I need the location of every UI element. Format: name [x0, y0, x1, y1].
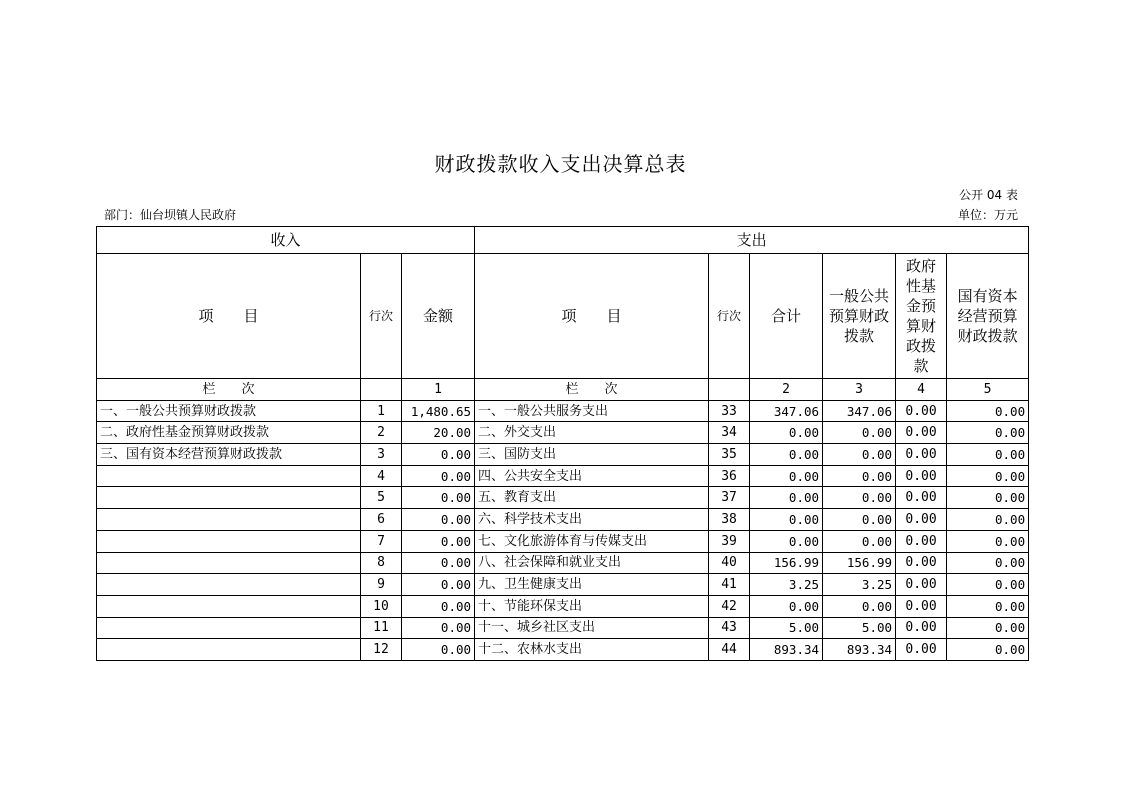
column-index-blank-2	[709, 379, 750, 401]
header-total: 合计	[750, 254, 823, 379]
column-header-row	[97, 254, 1029, 379]
income-item-cell	[97, 617, 361, 639]
expense-state-cell: 0.00	[947, 400, 1029, 422]
table-row	[97, 617, 1029, 639]
expense-total-cell: 0.00	[750, 595, 823, 617]
column-index-row	[97, 379, 1029, 401]
header-expense-item: 项 目	[475, 254, 709, 379]
section-header-row	[97, 227, 1029, 254]
expense-fund-cell: 0.00	[896, 465, 947, 487]
income-item-cell	[97, 552, 361, 574]
expense-item-cell: 十、节能环保支出	[475, 595, 709, 617]
expense-item-cell: 二、外交支出	[475, 422, 709, 444]
expense-state-cell: 0.00	[947, 574, 1029, 596]
expense-general-cell: 0.00	[823, 465, 896, 487]
income-row-no-cell: 12	[361, 639, 402, 661]
income-item-cell: 三、国有资本经营预算财政拨款	[97, 444, 361, 466]
income-amount-cell: 0.00	[402, 530, 475, 552]
expense-total-cell: 0.00	[750, 422, 823, 444]
income-row-no-cell: 5	[361, 487, 402, 509]
header-state-capital: 国有资本经营预算财政拨款	[947, 254, 1029, 379]
expense-state-cell: 0.00	[947, 639, 1029, 661]
expense-total-cell: 156.99	[750, 552, 823, 574]
expense-row-no-cell: 41	[709, 574, 750, 596]
table-row	[97, 639, 1029, 661]
expense-state-cell: 0.00	[947, 465, 1029, 487]
column-index-label: 栏 次	[97, 379, 361, 401]
budget-table	[96, 226, 1029, 661]
expense-general-cell: 0.00	[823, 595, 896, 617]
expense-row-no-cell: 33	[709, 400, 750, 422]
expense-row-no-cell: 43	[709, 617, 750, 639]
income-row-no-cell: 3	[361, 444, 402, 466]
expense-item-cell: 六、科学技术支出	[475, 509, 709, 531]
income-row-no-cell: 2	[361, 422, 402, 444]
expense-state-cell: 0.00	[947, 530, 1029, 552]
table-row	[97, 444, 1029, 466]
income-item-cell	[97, 574, 361, 596]
income-item-cell	[97, 595, 361, 617]
income-item-cell	[97, 509, 361, 531]
income-row-no-cell: 1	[361, 400, 402, 422]
expense-total-cell: 893.34	[750, 639, 823, 661]
expense-general-cell: 5.00	[823, 617, 896, 639]
expense-state-cell: 0.00	[947, 509, 1029, 531]
column-index-4: 4	[896, 379, 947, 401]
income-amount-cell: 0.00	[402, 487, 475, 509]
expense-general-cell: 3.25	[823, 574, 896, 596]
expense-item-cell: 七、文化旅游体育与传媒支出	[475, 530, 709, 552]
expense-state-cell: 0.00	[947, 422, 1029, 444]
expense-row-no-cell: 36	[709, 465, 750, 487]
column-index-label-2: 栏 次	[475, 379, 709, 401]
income-item-cell: 二、政府性基金预算财政拨款	[97, 422, 361, 444]
expense-item-cell: 八、社会保障和就业支出	[475, 552, 709, 574]
expense-state-cell: 0.00	[947, 444, 1029, 466]
expense-general-cell: 156.99	[823, 552, 896, 574]
expense-item-cell: 一、一般公共服务支出	[475, 400, 709, 422]
expense-row-no-cell: 37	[709, 487, 750, 509]
expense-fund-cell: 0.00	[896, 400, 947, 422]
expense-state-cell: 0.00	[947, 617, 1029, 639]
expense-fund-cell: 0.00	[896, 639, 947, 661]
unit-label: 单位：万元	[957, 208, 1018, 222]
expense-general-cell: 0.00	[823, 487, 896, 509]
income-item-cell	[97, 530, 361, 552]
expense-total-cell: 3.25	[750, 574, 823, 596]
expense-item-cell: 四、公共安全支出	[475, 465, 709, 487]
expense-fund-cell: 0.00	[896, 487, 947, 509]
table-row	[97, 595, 1029, 617]
income-amount-cell: 0.00	[402, 595, 475, 617]
income-row-no-cell: 9	[361, 574, 402, 596]
expense-item-cell: 五、教育支出	[475, 487, 709, 509]
expense-fund-cell: 0.00	[896, 422, 947, 444]
department-label: 部门：仙台坝镇人民政府	[104, 208, 237, 222]
column-index-blank	[361, 379, 402, 401]
expense-fund-cell: 0.00	[896, 574, 947, 596]
expense-state-cell: 0.00	[947, 487, 1029, 509]
income-item-cell: 一、一般公共预算财政拨款	[97, 400, 361, 422]
income-row-no-cell: 6	[361, 509, 402, 531]
income-row-no-cell: 11	[361, 617, 402, 639]
income-row-no-cell: 4	[361, 465, 402, 487]
page-title: 财政拨款收入支出决算总表	[434, 152, 687, 176]
expense-row-no-cell: 35	[709, 444, 750, 466]
expense-general-cell: 0.00	[823, 422, 896, 444]
expense-fund-cell: 0.00	[896, 444, 947, 466]
income-amount-cell: 0.00	[402, 444, 475, 466]
table-row	[97, 509, 1029, 531]
expense-general-cell: 347.06	[823, 400, 896, 422]
header-expense-row-no: 行次	[709, 254, 750, 379]
expense-fund-cell: 0.00	[896, 552, 947, 574]
income-amount-cell: 0.00	[402, 465, 475, 487]
expense-general-cell: 0.00	[823, 530, 896, 552]
table-row	[97, 487, 1029, 509]
header-fund-budget: 政府性基金预算财政拨款	[896, 254, 947, 379]
expense-state-cell: 0.00	[947, 595, 1029, 617]
table-row	[97, 465, 1029, 487]
header-income-amount: 金额	[402, 254, 475, 379]
expense-fund-cell: 0.00	[896, 530, 947, 552]
expense-total-cell: 0.00	[750, 444, 823, 466]
header-income-item: 项 目	[97, 254, 361, 379]
expense-section-header: 支出	[475, 227, 1029, 254]
expense-row-no-cell: 39	[709, 530, 750, 552]
column-index-1: 1	[402, 379, 475, 401]
table-row	[97, 422, 1029, 444]
income-amount-cell: 0.00	[402, 509, 475, 531]
expense-row-no-cell: 42	[709, 595, 750, 617]
expense-row-no-cell: 40	[709, 552, 750, 574]
income-amount-cell: 1,480.65	[402, 400, 475, 422]
table-row	[97, 400, 1029, 422]
income-item-cell	[97, 487, 361, 509]
income-row-no-cell: 8	[361, 552, 402, 574]
income-amount-cell: 0.00	[402, 552, 475, 574]
expense-item-cell: 十二、农林水支出	[475, 639, 709, 661]
expense-general-cell: 893.34	[823, 639, 896, 661]
expense-total-cell: 0.00	[750, 509, 823, 531]
expense-total-cell: 0.00	[750, 530, 823, 552]
income-section-header: 收入	[97, 227, 475, 254]
income-amount-cell: 0.00	[402, 639, 475, 661]
expense-state-cell: 0.00	[947, 552, 1029, 574]
expense-general-cell: 0.00	[823, 509, 896, 531]
expense-total-cell: 0.00	[750, 465, 823, 487]
column-index-5: 5	[947, 379, 1029, 401]
income-item-cell	[97, 465, 361, 487]
expense-total-cell: 0.00	[750, 487, 823, 509]
expense-item-cell: 三、国防支出	[475, 444, 709, 466]
column-index-3: 3	[823, 379, 896, 401]
income-amount-cell: 0.00	[402, 574, 475, 596]
expense-fund-cell: 0.00	[896, 509, 947, 531]
expense-fund-cell: 0.00	[896, 617, 947, 639]
income-amount-cell: 20.00	[402, 422, 475, 444]
table-row	[97, 530, 1029, 552]
expense-general-cell: 0.00	[823, 444, 896, 466]
expense-row-no-cell: 38	[709, 509, 750, 531]
header-general-budget: 一般公共预算财政拨款	[823, 254, 896, 379]
form-number: 公开 04 表	[959, 188, 1018, 202]
table-row	[97, 552, 1029, 574]
table-row	[97, 574, 1029, 596]
expense-item-cell: 十一、城乡社区支出	[475, 617, 709, 639]
expense-row-no-cell: 44	[709, 639, 750, 661]
expense-total-cell: 5.00	[750, 617, 823, 639]
expense-item-cell: 九、卫生健康支出	[475, 574, 709, 596]
income-item-cell	[97, 639, 361, 661]
expense-row-no-cell: 34	[709, 422, 750, 444]
expense-total-cell: 347.06	[750, 400, 823, 422]
header-income-row-no: 行次	[361, 254, 402, 379]
income-row-no-cell: 7	[361, 530, 402, 552]
income-row-no-cell: 10	[361, 595, 402, 617]
expense-fund-cell: 0.00	[896, 595, 947, 617]
column-index-2: 2	[750, 379, 823, 401]
income-amount-cell: 0.00	[402, 617, 475, 639]
